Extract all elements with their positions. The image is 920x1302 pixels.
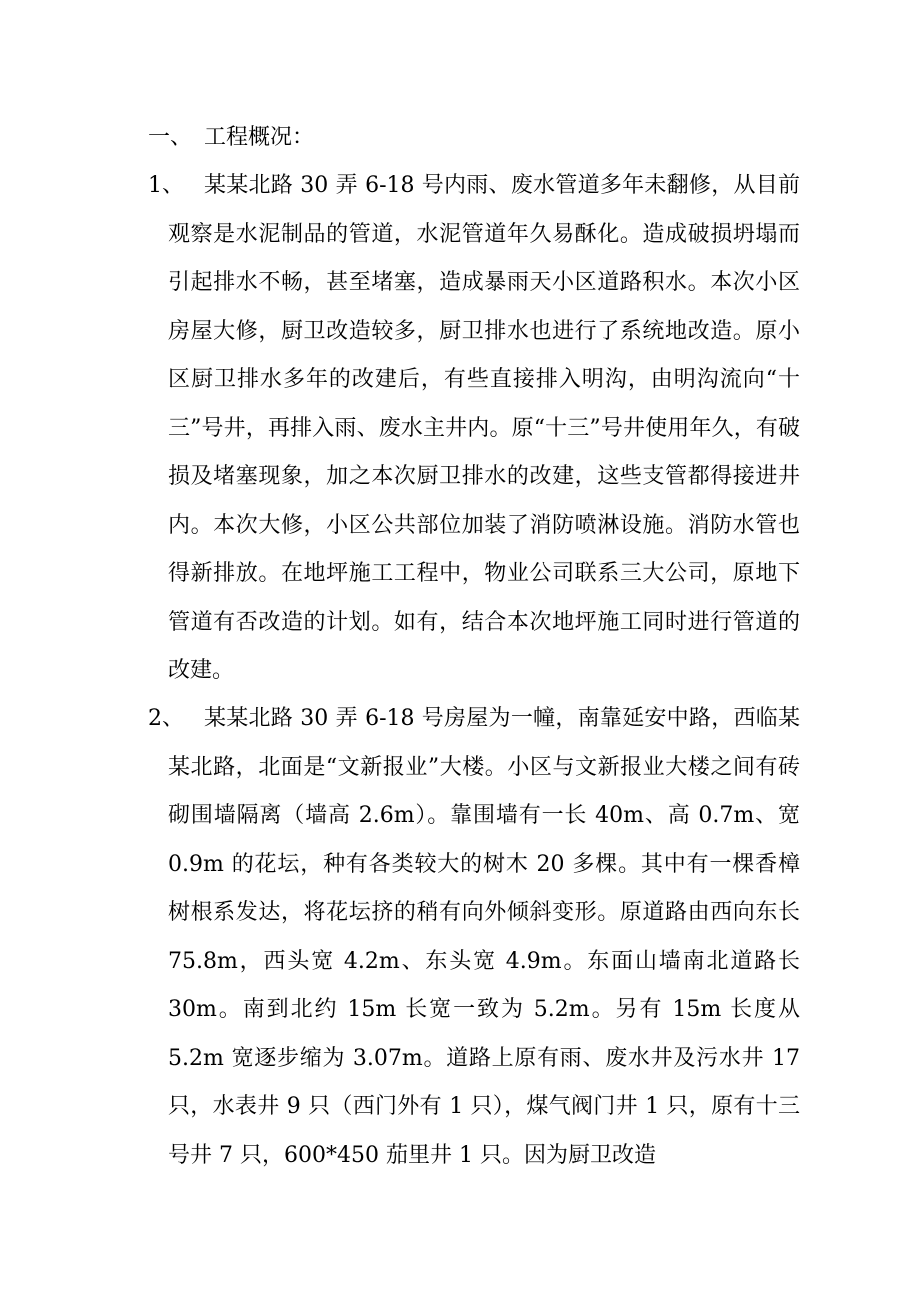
paragraph-number: 2、: [148, 706, 184, 731]
section-heading: [148, 118, 314, 158]
paragraph-number: 1、: [148, 173, 184, 198]
section-title: 工程概况：: [204, 125, 315, 150]
paragraph-1: [148, 162, 800, 696]
paragraph-text: 某某北路 30 弄 6-18 号房屋为一幢，南靠延安中路，西临某某北路，北面是“文新报业”大楼。小区与文新报业大楼之间有砖砌围墙隔离（墙高 2.6m）。靠围墙有一长 40m、高 0.7m、宽 0.9m 的花坛，种有各类较大的树木 20 多棵。其中有一棵香樟树根系发达，将花坛挤的稍有向外倾斜变形。原道路由西向东长 75.8m，西头宽 4.2m、东头宽 4.9m。东面山墙南北道路长 30m。南到北约 15m 长宽一致为 5.2m。另有 15m 长度从 5.2m 宽逐步缩为 3.07m。道路上原有雨、废水井及污水井 17 只，水表井 9 只（西门外有 1 只），煤气阀门井 1 只，原有十三号井 7 只，600*450 茄里井 1 只。因为厨卫改造: [168, 706, 800, 1168]
paragraph-text: 某某北路 30 弄 6-18 号内雨、废水管道多年未翻修，从目前观察是水泥制品的管道，水泥管道年久易酥化。造成破损坍塌而引起排水不畅，甚至堵塞，造成暴雨天小区道路积水。本次小区房屋大修，厨卫改造较多，厨卫排水也进行了系统地改造。原小区厨卫排水多年的改建后，有些直接排入明沟，由明沟流向“十三”号井，再排入雨、废水主井内。原“十三”号井使用年久，有破损及堵塞现象，加之本次厨卫排水的改建，这些支管都得接进井内。本次大修，小区公共部位加装了消防喷淋设施。消防水管也得新排放。在地坪施工工程中，物业公司联系三大公司，原地下管道有否改造的计划。如有，结合本次地坪施工同时进行管道的改建。: [168, 173, 800, 683]
paragraph-2: [148, 695, 800, 1180]
section-number: 一、: [148, 125, 193, 150]
